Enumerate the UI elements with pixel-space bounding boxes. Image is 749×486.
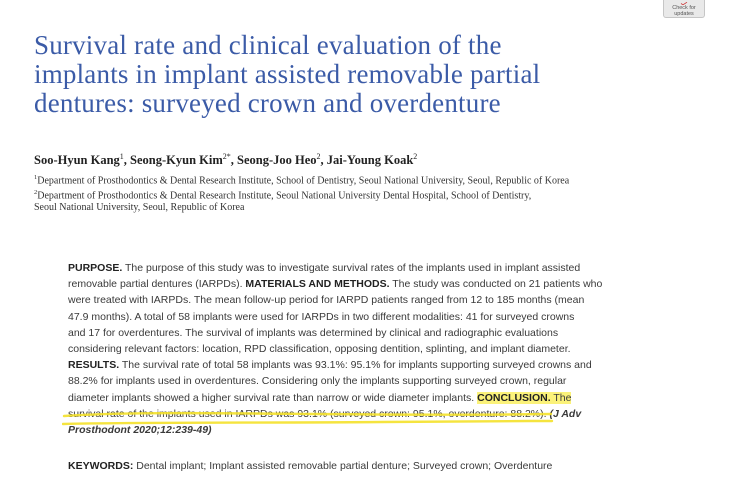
highlighted-text: The	[550, 391, 572, 404]
affiliation-2-sup: 2	[34, 189, 38, 196]
abstract	[68, 260, 680, 438]
author-name: Soo-Hyun Kang	[34, 153, 120, 168]
affiliation-1-text: Department of Prosthodontics & Dental Research Institute, School of Dentistry, Seoul National University, Seoul, Republic of Korea	[37, 175, 570, 187]
purpose-heading: PURPOSE.	[68, 262, 123, 274]
badge-line-1: Check for	[672, 5, 696, 11]
author-name: Seong-Kyun Kim	[130, 153, 223, 168]
abstract-line-5: and 17 for overdentures. The survival of implants was determined by clinical and radiographic evaluations	[68, 326, 559, 339]
abstract-text: The study was conducted on 21 patients who	[389, 278, 603, 291]
author-affil-sup: 1	[119, 152, 124, 161]
keywords-text: Dental implant; Implant assisted removable partial denture; Surveyed crown; Overdenture	[133, 460, 553, 472]
abstract-text: removable partial dentures (IARPDs).	[68, 278, 246, 291]
check-for-updates-badge[interactable]	[663, 0, 705, 18]
keywords	[68, 460, 708, 472]
affiliation-2-continued: Seoul National University, Seoul, Republic of Korea	[34, 202, 245, 213]
abstract-text: survival rate of the implants used in IARPDs was 93.1% (surveyed crown: 95.1%, overdenture: 88.2%).	[68, 407, 550, 420]
abstract-line-9	[68, 390, 680, 406]
title-line-1: Survival rate and clinical evaluation of the	[34, 30, 502, 60]
abstract-line-2	[68, 276, 680, 292]
abstract-text: diameter implants showed a higher survival rate than narrow or wide diameter implants.	[68, 391, 478, 404]
abstract-line-7	[68, 357, 680, 373]
abstract-line-11	[68, 422, 680, 438]
abstract-text: The survival rate of total 58 implants was 93.1%: 95.1% for implants supporting surveyed crowns and	[119, 359, 592, 372]
affiliation-2-text: Department of Prosthodontics & Dental Research Institute, Seoul National University Dental Hospital, School of Dentistry,	[37, 190, 532, 202]
author-name: Jai-Young Koak	[326, 153, 414, 168]
author-affil-sup: 2	[316, 152, 321, 161]
abstract-text: The purpose of this study was to investigate survival rates of the implants used in implant assisted	[122, 262, 581, 274]
abstract-line-10	[68, 406, 680, 422]
methods-heading: MATERIALS AND METHODS.	[245, 278, 390, 291]
abstract-line-4: 47.9 months). A total of 58 implants were used for IARPDs in two different modalities: 41 for surveyed crowns	[68, 310, 575, 323]
article-title	[34, 31, 734, 118]
author-separator: ,	[123, 153, 131, 168]
abstract-line-1	[68, 260, 680, 276]
author-list	[34, 152, 734, 168]
affiliation-1-sup: 1	[34, 174, 38, 181]
title-line-3: dentures: surveyed crown and overdenture	[34, 88, 501, 118]
abstract-line-3: were treated with IARPDs. The mean follow-up period for IARPD patients ranged from 12 to 185 months (mean	[68, 294, 585, 307]
abstract-line-8: 88.2% for implants used in overdentures. Considering only the implants supporting surveyed crown, regular	[68, 375, 567, 388]
title-line-2: implants in implant assisted removable partial	[34, 59, 541, 89]
author-separator: ,	[320, 153, 327, 168]
abstract-line-6: considering relevant factors: location, RPD classification, opposing dentition, splinting, and implant diameter.	[68, 343, 571, 356]
results-heading: RESULTS.	[68, 359, 120, 372]
citation: (J Adv	[549, 407, 582, 420]
author-affil-sup: 2*	[222, 152, 231, 161]
citation-continued: Prosthodont 2020;12:239-49)	[68, 424, 212, 437]
author-affil-sup: 2	[413, 152, 418, 161]
author-name: Seong-Joo Heo	[237, 153, 317, 168]
badge-line-2: updates	[674, 11, 694, 17]
keywords-label: KEYWORDS:	[68, 460, 134, 472]
author-separator: ,	[230, 153, 238, 168]
conclusion-heading-highlighted: CONCLUSION.	[477, 391, 551, 404]
